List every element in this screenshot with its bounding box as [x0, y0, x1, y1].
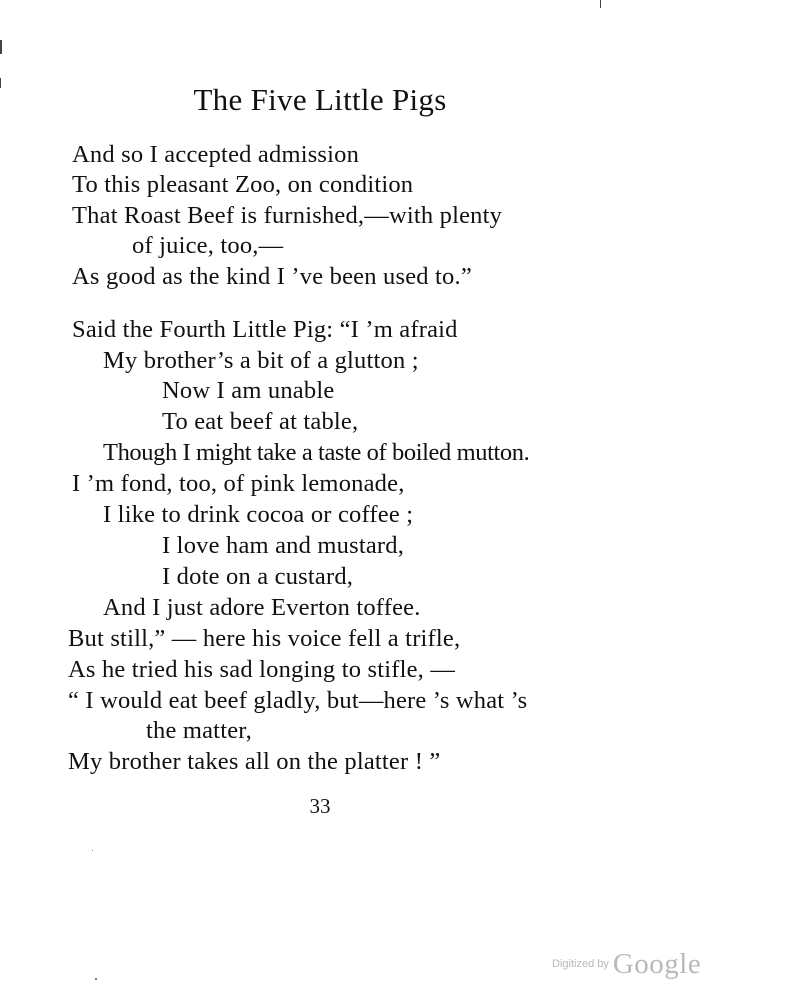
poem-line: I like to drink cocoa or coffee ;	[103, 501, 414, 528]
poem-line: That Roast Beef is furnished,—with plenty	[72, 202, 503, 229]
poem-line: As he tried his sad longing to stifle, —	[68, 656, 456, 683]
scan-edge-mark	[0, 78, 1, 88]
poem-line: I love ham and mustard,	[162, 532, 405, 559]
watermark-prefix: Digitized by	[552, 958, 609, 970]
poem-line: I ’m fond, too, of pink lemonade,	[72, 470, 405, 497]
poem-line: My brother takes all on the platter ! ”	[68, 748, 441, 775]
poem-line: “ I would eat beef gladly, but—here ’s what ’s	[68, 687, 528, 714]
poem-line: Now I am unable	[162, 377, 335, 404]
poem-line: To this pleasant Zoo, on condition	[72, 171, 414, 198]
poem-line: I dote on a custard,	[162, 563, 354, 590]
watermark-brand: Google	[612, 948, 702, 980]
poem-title: The Five Little Pigs	[193, 82, 447, 117]
poem-line: Said the Fourth Little Pig: “I ’m afraid	[72, 316, 458, 343]
scan-speck	[95, 978, 97, 980]
scan-edge-mark	[0, 40, 2, 54]
poem-line: And I just adore Everton toffee.	[103, 594, 421, 621]
scan-speck	[92, 850, 93, 851]
scan-edge-mark	[600, 0, 601, 8]
page-number: 33	[309, 794, 331, 818]
poem-line: But still,” — here his voice fell a trifle,	[68, 625, 461, 652]
poem-line: And so I accepted admission	[72, 141, 360, 168]
digitized-watermark	[552, 948, 701, 981]
poem-line: of juice, too,—	[132, 232, 284, 259]
poem-line: To eat beef at table,	[162, 408, 359, 435]
poem-line: As good as the kind I ’ve been used to.”	[72, 263, 472, 290]
poem-line: Though I might take a taste of boiled mutton.	[103, 439, 530, 466]
poem-line: My brother’s a bit of a glutton ;	[103, 347, 419, 374]
poem-line: the matter,	[146, 717, 252, 744]
